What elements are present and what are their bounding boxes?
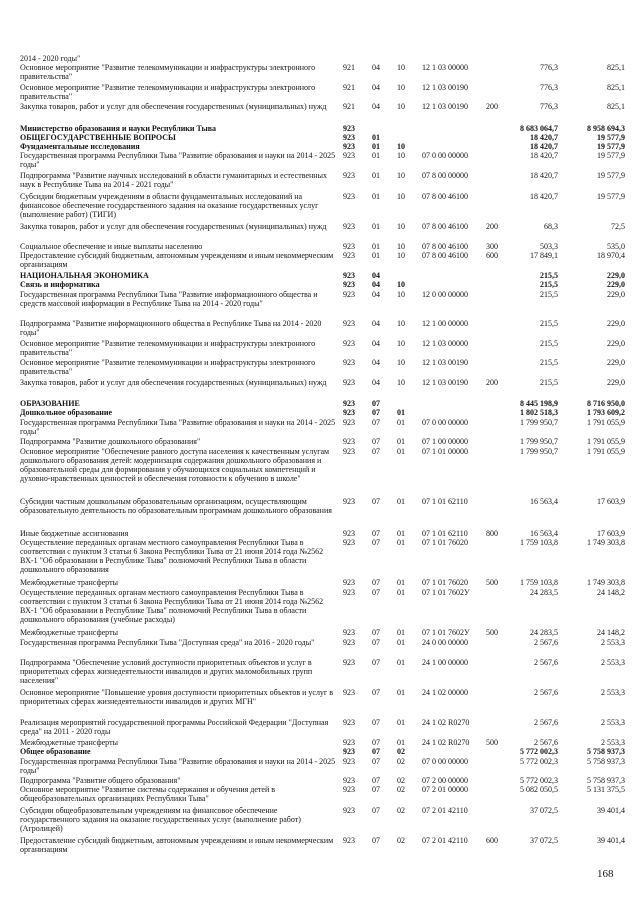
target-article-cell: 12 1 03 00000	[422, 339, 468, 348]
section-code-cell: 07	[372, 628, 380, 637]
item-name-cell: Иные бюджетные ассигнования	[20, 529, 129, 538]
subsection-code-cell: 10	[397, 242, 405, 251]
expense-type-cell: 500	[486, 628, 498, 637]
amount-year2-cell: 1 793 609,2	[587, 408, 625, 417]
item-name-cell: Субсидии общеобразовательным учреждениям на финансовое обеспечение государственного задания на оказание государственных услуг (выполнение работ) (Агролицей)	[20, 806, 301, 833]
amount-year1-cell: 503,3	[540, 242, 558, 251]
item-name-cell: Основное мероприятие "Развитие телекоммуникации и инфраструктуры электронного правительства"	[20, 83, 316, 101]
amount-year1-cell: 2 567,6	[534, 658, 558, 667]
amount-year1-cell: 1 799 950,7	[520, 437, 558, 446]
amount-year2-cell: 1 791 055,9	[587, 447, 625, 456]
amount-year2-cell: 8 716 950,0	[587, 399, 625, 408]
section-code-cell: 01	[372, 142, 380, 151]
item-name-cell: Закупка товаров, работ и услуг для обеспечения государственных (муниципальных) нужд	[20, 102, 327, 111]
target-article-cell: 07 8 00 00000	[422, 171, 468, 180]
subsection-code-cell: 01	[397, 738, 405, 747]
item-name-cell: Государственная программа Республики Тыва "Развитие образования и науки на 2014 - 2025 годы"	[20, 418, 336, 436]
amount-year2-cell: 2 553,3	[601, 638, 625, 647]
ministry-code-cell: 923	[343, 806, 355, 815]
amount-year2-cell: 17 603,9	[597, 529, 625, 538]
ministry-code-cell: 923	[343, 378, 355, 387]
ministry-code-cell: 923	[343, 251, 355, 260]
amount-year1-cell: 17 849,1	[530, 251, 558, 260]
amount-year2-cell: 229,0	[607, 378, 625, 387]
item-name-cell: Осуществление переданных органам местного самоуправления Республики Тыва в соответствии с пунктом 3 статьи 6 Закона Республики Тыва от 21 июня 2014 года №2562 ВХ-1 "Об образовании в Республике Тыва" полномочий Республики Тыва в области дошкольного образования (учебные расходы)	[20, 588, 324, 624]
subsection-code-cell: 10	[397, 290, 405, 299]
amount-year2-cell: 19 577,9	[597, 192, 625, 201]
subsection-code-cell: 10	[397, 378, 405, 387]
subsection-code-cell: 02	[397, 757, 405, 766]
subsection-code-cell: 01	[397, 658, 405, 667]
subsection-code-cell: 02	[397, 785, 405, 794]
subsection-code-cell: 01	[397, 628, 405, 637]
amount-year1-cell: 215,5	[540, 280, 558, 289]
amount-year2-cell: 2 553,3	[601, 718, 625, 727]
amount-year2-cell: 24 148,2	[597, 628, 625, 637]
subsection-code-cell: 10	[397, 192, 405, 201]
amount-year1-cell: 8 683 064,7	[520, 124, 558, 133]
amount-year2-cell: 39 401,4	[597, 836, 625, 845]
item-name-cell: Государственная программа Республики Тыва "Развитие информационного общества и средств массовой информации в Республике Тыва на 2014 - 2020 годы"	[20, 290, 318, 308]
item-name-cell: Подпрограмма "Развитие научных исследований в области гуманитарных и естественных наук в Республике Тыва на 2014 - 2021 годы"	[20, 171, 327, 189]
ministry-code-cell: 923	[343, 578, 355, 587]
amount-year1-cell: 776,3	[540, 102, 558, 111]
amount-year2-cell: 229,0	[607, 319, 625, 328]
item-name-cell: Закупка товаров, работ и услуг для обеспечения государственных (муниципальных) нужд	[20, 222, 327, 231]
amount-year2-cell: 17 603,9	[597, 497, 625, 506]
target-article-cell: 12 0 00 00000	[422, 290, 468, 299]
amount-year1-cell: 2 567,6	[534, 638, 558, 647]
section-code-cell: 01	[372, 133, 380, 142]
amount-year2-cell: 5 758 937,3	[587, 757, 625, 766]
amount-year1-cell: 1 759 103,8	[520, 538, 558, 547]
subsection-code-cell: 02	[397, 747, 405, 756]
section-code-cell: 04	[372, 83, 380, 92]
subsection-code-cell: 01	[397, 529, 405, 538]
ministry-code-cell: 923	[343, 408, 355, 417]
section-code-cell: 07	[372, 529, 380, 538]
item-name-cell: Общее образование	[20, 747, 91, 756]
section-code-cell: 07	[372, 688, 380, 697]
section-code-cell: 07	[372, 538, 380, 547]
amount-year2-cell: 19 577,9	[597, 151, 625, 160]
item-name-cell: ОБРАЗОВАНИЕ	[20, 399, 80, 408]
ministry-code-cell: 923	[343, 638, 355, 647]
amount-year2-cell: 825,1	[607, 63, 625, 72]
ministry-code-cell: 923	[343, 418, 355, 427]
target-article-cell: 07 1 01 7602У	[422, 628, 470, 637]
subsection-code-cell: 01	[397, 437, 405, 446]
section-code-cell: 01	[372, 222, 380, 231]
subsection-code-cell: 10	[397, 142, 405, 151]
amount-year1-cell: 776,3	[540, 63, 558, 72]
subsection-code-cell: 10	[397, 222, 405, 231]
amount-year1-cell: 24 283,5	[530, 628, 558, 637]
target-article-cell: 07 8 00 46100	[422, 192, 468, 201]
section-code-cell: 01	[372, 171, 380, 180]
target-article-cell: 07 8 00 46100	[422, 242, 468, 251]
item-name-cell: Подпрограмма "Обеспечение условий доступности приоритетных объектов и услуг в приоритетных сферах жизнедеятельности инвалидов и других маломобильных групп населения"	[20, 658, 313, 685]
amount-year1-cell: 16 563,4	[530, 497, 558, 506]
expense-type-cell: 500	[486, 738, 498, 747]
section-code-cell: 07	[372, 588, 380, 597]
target-article-cell: 24 1 02 R0270	[422, 738, 470, 747]
amount-year1-cell: 37 072,5	[530, 806, 558, 815]
section-code-cell: 07	[372, 806, 380, 815]
amount-year2-cell: 19 577,9	[597, 171, 625, 180]
section-code-cell: 01	[372, 192, 380, 201]
ministry-code-cell: 923	[343, 628, 355, 637]
target-article-cell: 07 1 00 00000	[422, 437, 468, 446]
subsection-code-cell: 01	[397, 718, 405, 727]
ministry-code-cell: 923	[343, 171, 355, 180]
amount-year1-cell: 215,5	[540, 271, 558, 280]
amount-year1-cell: 215,5	[540, 358, 558, 367]
amount-year1-cell: 1 759 103,8	[520, 578, 558, 587]
target-article-cell: 07 1 01 00000	[422, 447, 468, 456]
subsection-code-cell: 10	[397, 151, 405, 160]
amount-year2-cell: 24 148,2	[597, 588, 625, 597]
target-article-cell: 24 1 02 00000	[422, 688, 468, 697]
subsection-code-cell: 10	[397, 319, 405, 328]
section-code-cell: 07	[372, 418, 380, 427]
section-code-cell: 07	[372, 738, 380, 747]
item-name-cell: Связь и информатика	[20, 280, 100, 289]
subsection-code-cell: 02	[397, 806, 405, 815]
target-article-cell: 07 1 01 76020	[422, 538, 468, 547]
item-name-cell: Основное мероприятие "Развитие телекоммуникации и инфраструктуры электронного правительства"	[20, 63, 316, 81]
amount-year2-cell: 8 958 694,3	[587, 124, 625, 133]
amount-year2-cell: 2 553,3	[601, 738, 625, 747]
item-name-cell: Основное мероприятие "Развитие телекоммуникации и инфраструктуры электронного правительства"	[20, 358, 316, 376]
amount-year1-cell: 24 283,5	[530, 588, 558, 597]
target-article-cell: 12 1 03 00000	[422, 63, 468, 72]
amount-year2-cell: 72,5	[611, 222, 625, 231]
item-name-cell: Субсидии бюджетным учреждениям в области фундаментальных исследований на финансовое обеспечение государственного задания на оказание государственных услуг (выполнение работ) (ТИГИ)	[20, 192, 319, 219]
amount-year2-cell: 1 749 303,8	[587, 578, 625, 587]
expense-type-cell: 200	[486, 222, 498, 231]
item-name-cell: Подпрограмма "Развитие общего образования"	[20, 776, 181, 785]
section-code-cell: 07	[372, 399, 380, 408]
amount-year2-cell: 2 553,3	[601, 688, 625, 697]
item-name-cell: Субсидии частным дошкольным образовательным организациям, осуществляющим образовательную деятельность по образовательным программам дошкольного образования	[20, 497, 332, 515]
item-name-cell: Межбюджетные трансферты	[20, 738, 118, 747]
item-name-cell: Предоставление субсидий бюджетным, автономным учреждениям и иным некоммерческим организациям	[20, 251, 334, 269]
subsection-code-cell: 10	[397, 83, 405, 92]
expense-type-cell: 600	[486, 251, 498, 260]
item-name-cell: Основное мероприятие "Развитие телекоммуникации и инфраструктуры электронного правительства"	[20, 339, 316, 357]
ministry-code-cell: 921	[343, 63, 355, 72]
amount-year1-cell: 1 799 950,7	[520, 447, 558, 456]
expense-type-cell: 300	[486, 242, 498, 251]
section-code-cell: 07	[372, 437, 380, 446]
target-article-cell: 07 2 01 00000	[422, 785, 468, 794]
amount-year1-cell: 5 772 002,3	[520, 776, 558, 785]
amount-year2-cell: 5 758 937,3	[587, 776, 625, 785]
section-code-cell: 07	[372, 836, 380, 845]
item-name-cell: Министерство образования и науки Республики Тыва	[20, 124, 217, 133]
amount-year2-cell: 2 553,3	[601, 658, 625, 667]
amount-year2-cell: 825,1	[607, 102, 625, 111]
section-code-cell: 07	[372, 658, 380, 667]
section-code-cell: 07	[372, 785, 380, 794]
subsection-code-cell: 01	[397, 408, 405, 417]
section-code-cell: 07	[372, 718, 380, 727]
subsection-code-cell: 10	[397, 102, 405, 111]
ministry-code-cell: 923	[343, 836, 355, 845]
ministry-code-cell: 923	[343, 339, 355, 348]
subsection-code-cell: 01	[397, 688, 405, 697]
section-code-cell: 04	[372, 63, 380, 72]
amount-year2-cell: 1 749 303,8	[587, 538, 625, 547]
subsection-code-cell: 02	[397, 836, 405, 845]
page-number: 168	[597, 868, 614, 880]
subsection-code-cell: 10	[397, 339, 405, 348]
item-name-cell: Основное мероприятие "Развитие системы содержания и обучения детей в общеобразовательных организациях Республики Тыва"	[20, 785, 276, 803]
amount-year1-cell: 2 567,6	[534, 738, 558, 747]
target-article-cell: 12 1 03 00190	[422, 358, 468, 367]
section-code-cell: 04	[372, 319, 380, 328]
subsection-code-cell: 10	[397, 280, 405, 289]
ministry-code-cell: 923	[343, 688, 355, 697]
item-name-cell: 2014 - 2020 годы"	[20, 54, 81, 63]
ministry-code-cell: 923	[343, 437, 355, 446]
amount-year2-cell: 19 577,9	[597, 133, 625, 142]
section-code-cell: 04	[372, 280, 380, 289]
item-name-cell: Межбюджетные трансферты	[20, 578, 118, 587]
target-article-cell: 07 0 00 00000	[422, 757, 468, 766]
item-name-cell: Государственная программа Республики Тыва "Доступная среда" на 2016 - 2020 годы"	[20, 638, 315, 647]
ministry-code-cell: 923	[343, 757, 355, 766]
subsection-code-cell: 01	[397, 447, 405, 456]
section-code-cell: 04	[372, 271, 380, 280]
section-code-cell: 07	[372, 497, 380, 506]
amount-year2-cell: 229,0	[607, 358, 625, 367]
ministry-code-cell: 923	[343, 319, 355, 328]
ministry-code-cell: 923	[343, 242, 355, 251]
amount-year1-cell: 37 072,5	[530, 836, 558, 845]
amount-year1-cell: 776,3	[540, 83, 558, 92]
item-name-cell: Подпрограмма "Развитие дошкольного образования"	[20, 437, 201, 446]
ministry-code-cell: 923	[343, 280, 355, 289]
target-article-cell: 07 8 00 46100	[422, 222, 468, 231]
ministry-code-cell: 921	[343, 83, 355, 92]
item-name-cell: Закупка товаров, работ и услуг для обеспечения государственных (муниципальных) нужд	[20, 378, 327, 387]
amount-year2-cell: 535,0	[607, 242, 625, 251]
subsection-code-cell: 02	[397, 776, 405, 785]
item-name-cell: НАЦИОНАЛЬНАЯ ЭКОНОМИКА	[20, 271, 149, 280]
target-article-cell: 12 1 00 00000	[422, 319, 468, 328]
ministry-code-cell: 923	[343, 747, 355, 756]
expense-type-cell: 500	[486, 578, 498, 587]
subsection-code-cell: 10	[397, 171, 405, 180]
amount-year1-cell: 5 082 050,5	[520, 785, 558, 794]
ministry-code-cell: 923	[343, 588, 355, 597]
target-article-cell: 07 8 00 46100	[422, 251, 468, 260]
section-code-cell: 07	[372, 776, 380, 785]
item-name-cell: Реализация мероприятий государственной программы Российской Федерации "Доступная среда" на 2011 - 2020 годы	[20, 718, 329, 736]
section-code-cell: 07	[372, 757, 380, 766]
item-name-cell: Межбюджетные трансферты	[20, 628, 118, 637]
amount-year2-cell: 229,0	[607, 280, 625, 289]
amount-year2-cell: 229,0	[607, 339, 625, 348]
amount-year1-cell: 16 563,4	[530, 529, 558, 538]
ministry-code-cell: 923	[343, 447, 355, 456]
amount-year1-cell: 215,5	[540, 378, 558, 387]
expense-type-cell: 800	[486, 529, 498, 538]
ministry-code-cell: 923	[343, 738, 355, 747]
section-code-cell: 04	[372, 358, 380, 367]
target-article-cell: 07 0 00 00000	[422, 151, 468, 160]
amount-year2-cell: 825,1	[607, 83, 625, 92]
expense-type-cell: 200	[486, 102, 498, 111]
amount-year2-cell: 19 577,9	[597, 142, 625, 151]
section-code-cell: 01	[372, 251, 380, 260]
ministry-code-cell: 923	[343, 124, 355, 133]
ministry-code-cell: 923	[343, 497, 355, 506]
section-code-cell: 04	[372, 339, 380, 348]
subsection-code-cell: 01	[397, 588, 405, 597]
target-article-cell: 07 2 01 42110	[422, 836, 468, 845]
item-name-cell: Социальное обеспечение и иные выплаты населению	[20, 242, 203, 251]
target-article-cell: 07 2 01 42110	[422, 806, 468, 815]
subsection-code-cell: 01	[397, 538, 405, 547]
amount-year2-cell: 229,0	[607, 271, 625, 280]
section-code-cell: 07	[372, 578, 380, 587]
target-article-cell: 12 1 03 00190	[422, 83, 468, 92]
item-name-cell: Подпрограмма "Развитие информационного общества в Республике Тыва на 2014 - 2020 годы"	[20, 319, 322, 337]
target-article-cell: 07 2 00 00000	[422, 776, 468, 785]
ministry-code-cell: 923	[343, 358, 355, 367]
item-name-cell: Основное мероприятие "Повышение уровня доступности приоритетных объектов и услуг в приоритетных сферах жизнедеятельности инвалидов и других МГН"	[20, 688, 333, 706]
ministry-code-cell: 923	[343, 142, 355, 151]
item-name-cell: ОБЩЕГОСУДАРСТВЕННЫЕ ВОПРОСЫ	[20, 133, 176, 142]
amount-year1-cell: 18 420,7	[530, 133, 558, 142]
target-article-cell: 07 1 01 62110	[422, 529, 468, 538]
ministry-code-cell: 923	[343, 399, 355, 408]
section-code-cell: 07	[372, 747, 380, 756]
subsection-code-cell: 01	[397, 418, 405, 427]
ministry-code-cell: 923	[343, 718, 355, 727]
ministry-code-cell: 923	[343, 133, 355, 142]
amount-year2-cell: 5 758 937,3	[587, 747, 625, 756]
item-name-cell: Предоставление субсидий бюджетным, автономным учреждениям и иным некоммерческим организациям	[20, 836, 334, 854]
ministry-code-cell: 923	[343, 658, 355, 667]
ministry-code-cell: 923	[343, 271, 355, 280]
amount-year2-cell: 39 401,4	[597, 806, 625, 815]
subsection-code-cell: 10	[397, 251, 405, 260]
subsection-code-cell: 01	[397, 638, 405, 647]
section-code-cell: 07	[372, 408, 380, 417]
amount-year1-cell: 2 567,6	[534, 688, 558, 697]
amount-year2-cell: 18 970,4	[597, 251, 625, 260]
target-article-cell: 07 0 00 00000	[422, 418, 468, 427]
ministry-code-cell: 921	[343, 102, 355, 111]
ministry-code-cell: 923	[343, 290, 355, 299]
ministry-code-cell: 923	[343, 538, 355, 547]
amount-year1-cell: 5 772 002,3	[520, 757, 558, 766]
target-article-cell: 07 1 01 76020	[422, 578, 468, 587]
amount-year1-cell: 5 772 002,3	[520, 747, 558, 756]
ministry-code-cell: 923	[343, 785, 355, 794]
amount-year1-cell: 1 802 518,3	[520, 408, 558, 417]
amount-year2-cell: 1 791 055,9	[587, 437, 625, 446]
subsection-code-cell: 01	[397, 578, 405, 587]
subsection-code-cell: 10	[397, 358, 405, 367]
subsection-code-cell: 01	[397, 497, 405, 506]
amount-year1-cell: 215,5	[540, 339, 558, 348]
ministry-code-cell: 923	[343, 192, 355, 201]
target-article-cell: 24 1 00 00000	[422, 658, 468, 667]
target-article-cell: 24 1 02 R0270	[422, 718, 470, 727]
expense-type-cell: 600	[486, 836, 498, 845]
section-code-cell: 01	[372, 242, 380, 251]
amount-year1-cell: 1 799 950,7	[520, 418, 558, 427]
ministry-code-cell: 923	[343, 529, 355, 538]
amount-year2-cell: 1 791 055,9	[587, 418, 625, 427]
amount-year1-cell: 2 567,6	[534, 718, 558, 727]
amount-year1-cell: 8 445 198,9	[520, 399, 558, 408]
amount-year1-cell: 18 420,7	[530, 192, 558, 201]
amount-year1-cell: 18 420,7	[530, 171, 558, 180]
item-name-cell: Дошкольное образование	[20, 408, 113, 417]
amount-year2-cell: 5 131 375,5	[587, 785, 625, 794]
target-article-cell: 12 1 03 00190	[422, 102, 468, 111]
target-article-cell: 07 1 01 62110	[422, 497, 468, 506]
subsection-code-cell: 10	[397, 63, 405, 72]
amount-year1-cell: 215,5	[540, 319, 558, 328]
expense-type-cell: 200	[486, 378, 498, 387]
target-article-cell: 12 1 03 00190	[422, 378, 468, 387]
ministry-code-cell: 923	[343, 222, 355, 231]
amount-year1-cell: 18 420,7	[530, 142, 558, 151]
item-name-cell: Осуществление переданных органам местного самоуправления Республики Тыва в соответствии с пунктом 3 статьи 6 Закона Республики Тыва от 21 июня 2014 года №2562 ВХ-1 "Об образовании в Республике Тыва" полномочий Республики Тыва в области дошкольного образования	[20, 538, 324, 574]
ministry-code-cell: 923	[343, 151, 355, 160]
section-code-cell: 04	[372, 378, 380, 387]
item-name-cell: Основное мероприятие "Обеспечение равного доступа населения к качественным услугам дошкольного образования детей: модернизация содержания дошкольного образования и образовательной среды для формирования у обучающихся социальных компетенций и духовно-нравственных ценностей и обеспечения готовности к обучению в школе"	[20, 447, 330, 483]
ministry-code-cell: 923	[343, 776, 355, 785]
amount-year1-cell: 18 420,7	[530, 151, 558, 160]
target-article-cell: 24 0 00 00000	[422, 638, 468, 647]
item-name-cell: Государственная программа Республики Тыва "Развитие образования и науки на 2014 - 2025 годы"	[20, 757, 336, 775]
amount-year2-cell: 229,0	[607, 290, 625, 299]
item-name-cell: Фундаментальные исследования	[20, 142, 140, 151]
item-name-cell: Государственная программа Республики Тыва "Развитие образования и науки на 2014 - 2025 годы"	[20, 151, 336, 169]
target-article-cell: 07 1 01 7602У	[422, 588, 470, 597]
amount-year1-cell: 68,3	[544, 222, 558, 231]
section-code-cell: 04	[372, 102, 380, 111]
section-code-cell: 04	[372, 290, 380, 299]
section-code-cell: 07	[372, 638, 380, 647]
section-code-cell: 07	[372, 447, 380, 456]
section-code-cell: 01	[372, 151, 380, 160]
amount-year1-cell: 215,5	[540, 290, 558, 299]
